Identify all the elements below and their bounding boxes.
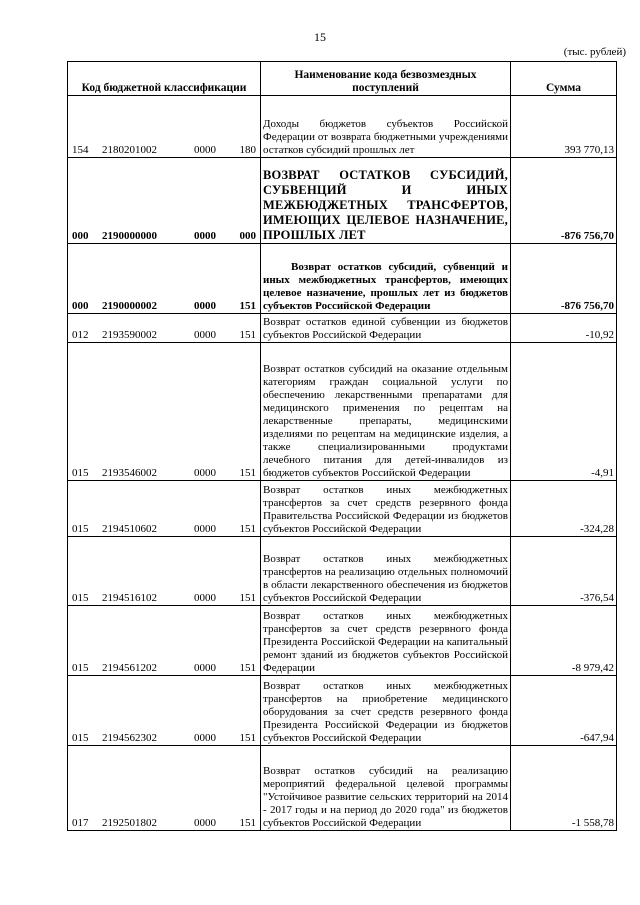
row-sum: 393 770,13	[511, 96, 617, 158]
code-admin: 000	[72, 230, 89, 242]
header-name: Наименование кода безвозмездных поступлений	[261, 62, 511, 96]
code-program: 0000	[194, 592, 216, 604]
code-main: 2194562302	[102, 732, 157, 744]
code-cell	[68, 746, 261, 831]
code-program: 0000	[194, 523, 216, 535]
code-main: 2194510602	[102, 523, 157, 535]
code-cell	[68, 676, 261, 746]
row-sum: -376,54	[511, 537, 617, 606]
code-main: 2194516102	[102, 592, 157, 604]
table-row	[68, 676, 617, 746]
page-number: 15	[314, 30, 326, 44]
code-cell	[68, 343, 261, 481]
units-label: (тыс. рублей)	[563, 46, 626, 58]
code-admin: 015	[72, 732, 89, 744]
table-row	[68, 537, 617, 606]
code-admin: 154	[72, 144, 89, 156]
code-program: 0000	[194, 817, 216, 829]
code-cell	[68, 537, 261, 606]
code-main: 2192501802	[102, 817, 157, 829]
code-cell	[68, 158, 261, 244]
code-cell	[68, 481, 261, 537]
code-cell	[68, 606, 261, 676]
table-row	[68, 746, 617, 831]
row-sum: -10,92	[511, 314, 617, 343]
code-program: 0000	[194, 732, 216, 744]
table-row	[68, 481, 617, 537]
code-kosgu: 151	[239, 329, 256, 341]
row-name: Возврат остатков субсидий на оказание отдельным категориям граждан социальной услуги по обеспечению лекарственными препаратами для медицинского применения по рецептам на лекарственные препараты, медицинскими изделиями по рецептам на медицинские изделия, а также специализированными продуктами лечебного питания для детей-инвалидов из бюджетов субъектов Российской Федерации	[261, 343, 511, 481]
row-name: Доходы бюджетов субъектов Российской Федерации от возврата бюджетными учреждениями остатков субсидий прошлых лет	[261, 96, 511, 158]
code-program: 0000	[194, 300, 216, 312]
row-sum: -876 756,70	[511, 158, 617, 244]
table-row	[68, 314, 617, 343]
code-cell	[68, 96, 261, 158]
code-cell	[68, 244, 261, 314]
code-admin: 017	[72, 817, 89, 829]
code-main: 2190000000	[102, 230, 157, 242]
row-name: Возврат остатков субсидий, субвенций и иных межбюджетных трансфертов, имеющих целевое назначение, прошлых лет из бюджетов субъектов Российской Федерации	[261, 244, 511, 314]
code-main: 2193546002	[102, 467, 157, 479]
header-code: Код бюджетной классификации	[68, 62, 261, 96]
code-kosgu: 151	[239, 523, 256, 535]
table-row	[68, 606, 617, 676]
code-kosgu: 151	[239, 817, 256, 829]
code-kosgu: 000	[239, 230, 256, 242]
code-main: 2194561202	[102, 662, 157, 674]
code-kosgu: 151	[239, 732, 256, 744]
row-name: Возврат остатков иных межбюджетных трансфертов за счет средств резервного фонда Президента Российской Федерации на капитальный ремонт зданий из бюджетов субъектов Российской Федерации	[261, 606, 511, 676]
table-row	[68, 158, 617, 244]
header-sum: Сумма	[511, 62, 617, 96]
code-kosgu: 151	[239, 300, 256, 312]
code-main: 2190000002	[102, 300, 157, 312]
code-kosgu: 151	[239, 467, 256, 479]
code-admin: 015	[72, 592, 89, 604]
budget-table	[67, 61, 617, 831]
code-main: 2180201002	[102, 144, 157, 156]
code-program: 0000	[194, 467, 216, 479]
code-kosgu: 151	[239, 592, 256, 604]
row-sum: -4,91	[511, 343, 617, 481]
code-admin: 015	[72, 467, 89, 479]
code-program: 0000	[194, 329, 216, 341]
code-kosgu: 151	[239, 662, 256, 674]
code-admin: 015	[72, 662, 89, 674]
row-sum: -876 756,70	[511, 244, 617, 314]
row-name: Возврат остатков иных межбюджетных трансфертов на реализацию отдельных полномочий в области лекарственного обеспечения из бюджетов субъектов Российской Федерации	[261, 537, 511, 606]
code-kosgu: 180	[239, 144, 256, 156]
row-sum: -647,94	[511, 676, 617, 746]
code-program: 0000	[194, 230, 216, 242]
table-row	[68, 244, 617, 314]
code-admin: 012	[72, 329, 89, 341]
table-row	[68, 343, 617, 481]
row-name: Возврат остатков субсидий на реализацию мероприятий федеральной целевой программы "Устойчивое развитие сельских территорий на 2014 - 2017 годы и на период до 2020 года" из бюджетов субъектов Российской Федерации	[261, 746, 511, 831]
code-main: 2193590002	[102, 329, 157, 341]
row-sum: -8 979,42	[511, 606, 617, 676]
row-sum: -324,28	[511, 481, 617, 537]
row-name: Возврат остатков иных межбюджетных трансфертов на приобретение медицинского оборудования за счет средств резервного фонда Президента Российской Федерации из бюджетов субъектов Российской Федерации	[261, 676, 511, 746]
code-program: 0000	[194, 144, 216, 156]
row-sum: -1 558,78	[511, 746, 617, 831]
code-cell	[68, 314, 261, 343]
code-program: 0000	[194, 662, 216, 674]
row-name: Возврат остатков единой субвенции из бюджетов субъектов Российской Федерации	[261, 314, 511, 343]
table-row	[68, 96, 617, 158]
code-admin: 015	[72, 523, 89, 535]
row-name: Возврат остатков иных межбюджетных трансфертов за счет средств резервного фонда Правительства Российской Федерации из бюджетов субъектов Российской Федерации	[261, 481, 511, 537]
table-header-row	[68, 62, 617, 96]
row-name: ВОЗВРАТ ОСТАТКОВ СУБСИДИЙ, СУБВЕНЦИЙ И ИНЫХ МЕЖБЮДЖЕТНЫХ ТРАНСФЕРТОВ, ИМЕЮЩИХ ЦЕЛЕВОЕ НАЗНАЧЕНИЕ, ПРОШЛЫХ ЛЕТ	[261, 158, 511, 244]
code-admin: 000	[72, 300, 89, 312]
